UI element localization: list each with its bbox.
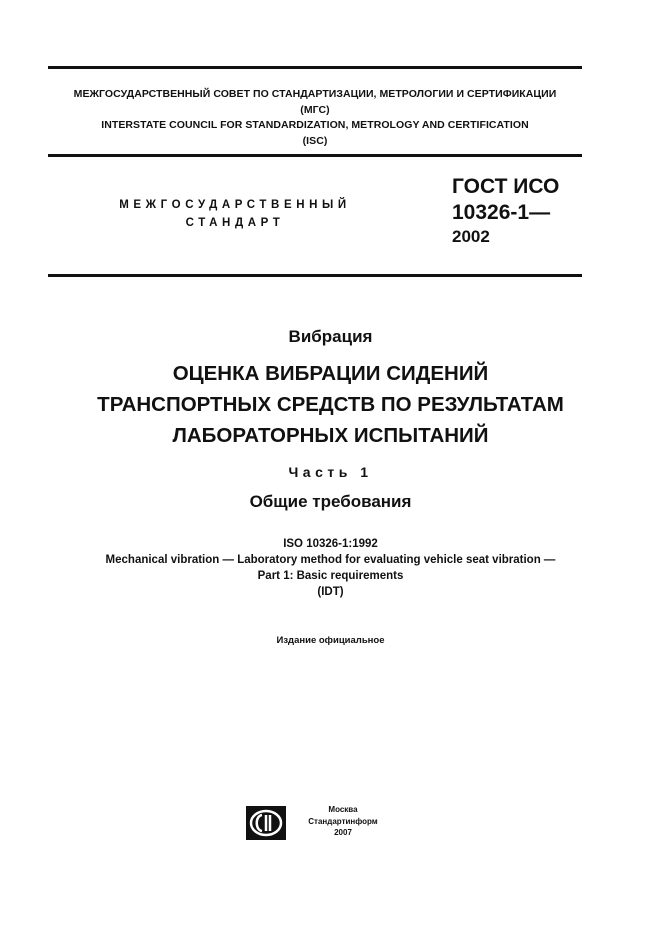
standard-type-label: [95, 196, 375, 232]
publisher-city: Москва: [328, 805, 358, 814]
iso-reference: [0, 536, 661, 600]
standard-code: [452, 174, 559, 248]
council-name-en: INTERSTATE COUNCIL FOR STANDARDIZATION, METROLOGY AND CERTIFICATION: [101, 119, 529, 131]
standard-code-line1: ГОСТ ИСО: [452, 175, 560, 198]
council-header: [48, 87, 582, 149]
standard-type-line2: СТАНДАРТ: [185, 217, 285, 229]
document-title-line3: ЛАБОРАТОРНЫХ ИСПЫТАНИЙ: [172, 424, 489, 447]
top-rule: [48, 66, 582, 69]
council-abbr-en: (ISC): [302, 134, 328, 147]
standard-year: 2002: [452, 227, 490, 246]
publisher-block: [246, 804, 396, 840]
edition-note: Издание официальное: [276, 635, 385, 646]
iso-code: ISO 10326-1:1992: [283, 538, 378, 550]
standartinform-logo-icon: [246, 806, 286, 840]
council-abbr-ru: (МГС): [300, 103, 330, 116]
part-number: Часть 1: [288, 464, 373, 480]
council-name-ru: МЕЖГОСУДАРСТВЕННЫЙ СОВЕТ ПО СТАНДАРТИЗАЦИИ, МЕТРОЛОГИИ И СЕРТИФИКАЦИИ: [73, 88, 557, 100]
iso-degree: (IDT): [317, 586, 344, 598]
publisher-name: Стандартинформ: [308, 816, 378, 826]
standard-type-line1: МЕЖГОСУДАРСТВЕННЫЙ: [119, 199, 351, 211]
document-title: [0, 358, 661, 451]
publisher-year: 2007: [334, 828, 352, 837]
iso-title-line1: Mechanical vibration — Laboratory method for evaluating vehicle seat vibration —: [105, 554, 556, 566]
code-divider: [48, 274, 582, 277]
part-title: Общие требования: [249, 492, 412, 511]
header-divider: [48, 154, 582, 157]
publisher-text: [298, 804, 388, 839]
document-title-line1: ОЦЕНКА ВИБРАЦИИ СИДЕНИЙ: [172, 362, 489, 385]
subject-heading: Вибрация: [288, 327, 373, 346]
iso-title-line2: Part 1: Basic requirements: [257, 570, 404, 582]
document-title-line2: ТРАНСПОРТНЫХ СРЕДСТВ ПО РЕЗУЛЬТАТАМ: [97, 393, 564, 416]
standard-code-line2: 10326-1—: [452, 201, 551, 224]
